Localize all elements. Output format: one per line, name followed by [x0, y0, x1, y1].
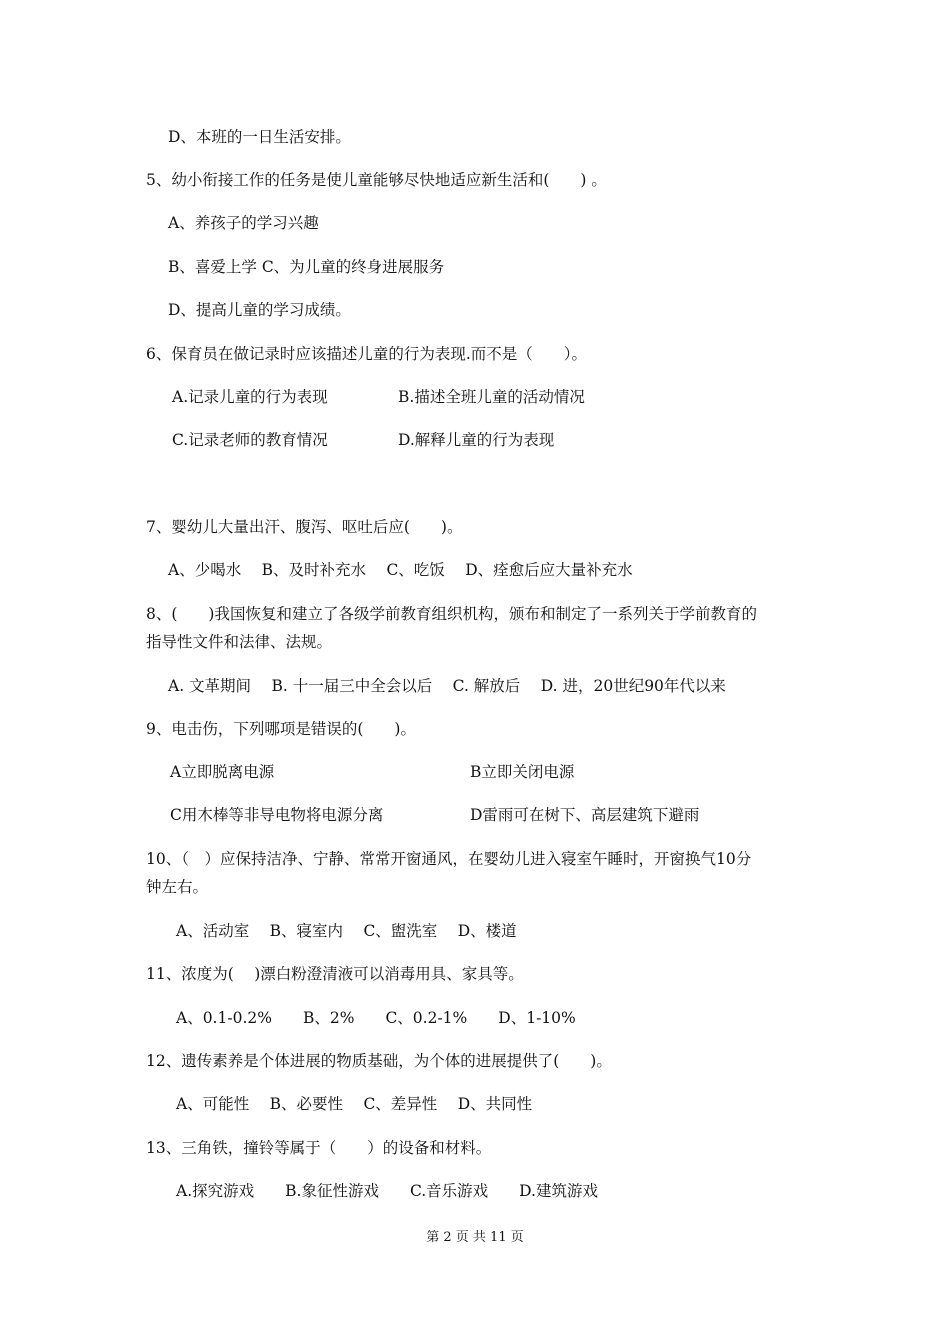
q6-option-d: D.解释儿童的行为表现: [398, 431, 555, 449]
q11-options: A、0.1-0.2% B、2% C、0.2-1% D、1-10%: [176, 1009, 576, 1027]
question-9: 9、电击伤，下列哪项是错误的( )。: [146, 720, 416, 738]
question-7: 7、婴幼儿大量出汗、腹泻、呕吐后应( )。: [146, 518, 463, 536]
q8-options: A. 文革期间 B. 十一届三中全会以后 C. 解放后 D. 进，20世纪90年代以来: [168, 677, 726, 695]
q4-option-d: D、本班的一日生活安排。: [168, 128, 351, 146]
question-10-line2: 钟左右。: [146, 878, 209, 896]
question-6: 6、保育员在做记录时应该描述儿童的行为表现.而不是（ ）。: [146, 345, 588, 363]
q7-options: A、少喝水 B、及时补充水 C、吃饭 D、痊愈后应大量补充水: [168, 561, 633, 579]
q6-option-c: C.记录老师的教育情况: [172, 431, 328, 449]
q5-option-a: A、养孩子的学习兴趣: [168, 214, 319, 232]
question-8-line1: 8、( )我国恢复和建立了各级学前教育组织机构，颁布和制定了一系列关于学前教育的: [146, 605, 757, 623]
q9-option-b: B立即关闭电源: [470, 763, 575, 781]
q9-option-c: C用木棒等非导电物将电源分离: [170, 806, 384, 824]
q6-option-b: B.描述全班儿童的活动情况: [398, 388, 585, 406]
q12-options: A、可能性 B、必要性 C、差异性 D、共同性: [176, 1095, 533, 1113]
question-8-line2: 指导性文件和法律、法规。: [146, 633, 333, 651]
q13-options: A.探究游戏 B.象征性游戏 C.音乐游戏 D.建筑游戏: [176, 1182, 598, 1200]
q6-option-a: A.记录儿童的行为表现: [172, 388, 328, 406]
q5-option-d: D、提高儿童的学习成绩。: [168, 301, 351, 319]
question-5: 5、幼小衔接工作的任务是使儿童能够尽快地适应新生活和( ) 。: [146, 171, 607, 189]
question-11: 11、浓度为( )漂白粉澄清液可以消毒用具、家具等。: [146, 965, 524, 983]
q5-option-bc: B、喜爱上学 C、为儿童的终身进展服务: [168, 258, 445, 276]
q9-option-a: A立即脱离电源: [170, 763, 275, 781]
question-13: 13、三角铁，撞铃等属于（ ）的设备和材料。: [146, 1139, 492, 1157]
question-10-line1: 10、（ ）应保持洁净、宁静、常常开窗通风，在婴幼儿进入寝室午睡时，开窗换气10分: [146, 850, 752, 868]
question-12: 12、遗传素养是个体进展的物质基础，为个体的进展提供了( )。: [146, 1052, 612, 1070]
q9-option-d: D雷雨可在树下、高层建筑下避雨: [470, 806, 700, 824]
page-footer: 第 2 页 共 11 页: [426, 1230, 524, 1245]
q10-options: A、活动室 B、寝室内 C、盥洗室 D、楼道: [176, 922, 517, 940]
